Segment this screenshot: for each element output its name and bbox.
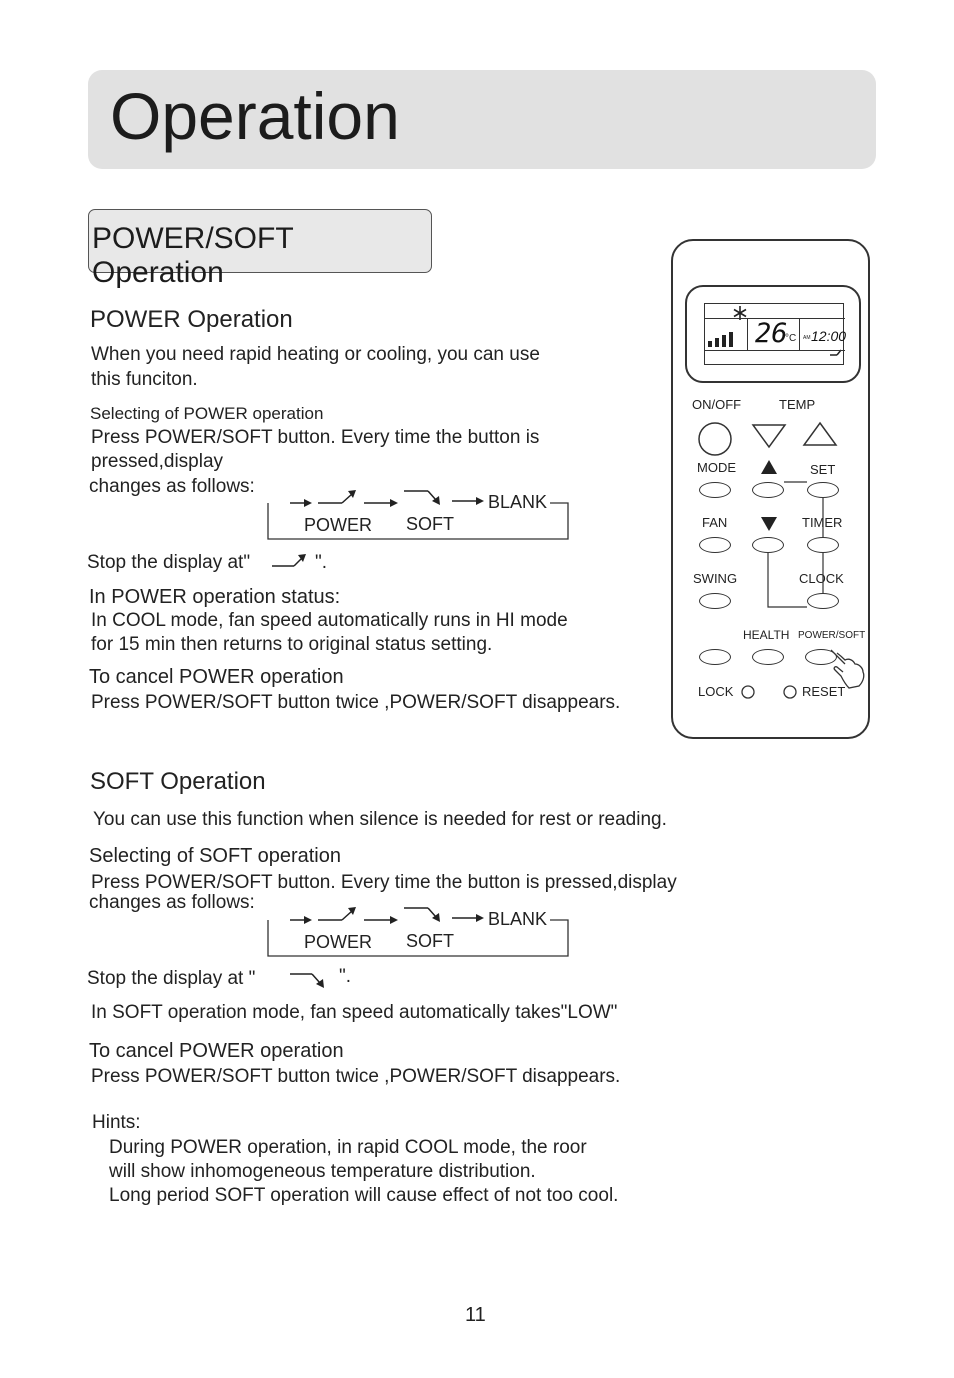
soft-cycle-diagram xyxy=(268,906,568,952)
power-cycle-diagram xyxy=(268,489,568,535)
diagram-blank-label: BLANK xyxy=(488,909,548,929)
soft-mode-text: In SOFT operation mode, fan speed automatically takes"LOW" xyxy=(91,1002,618,1023)
lcd-unit: °C xyxy=(785,333,797,344)
power-press-1: Press POWER/SOFT button. Every time the button is xyxy=(91,427,540,448)
lcd-clock: 12:00 xyxy=(811,328,847,344)
power-intro-2: this funciton. xyxy=(91,369,198,390)
section-title: POWER/SOFT Operation xyxy=(92,222,294,289)
page-title: Operation xyxy=(110,79,400,153)
soft-heading: SOFT Operation xyxy=(90,768,266,795)
soft-intro: You can use this function when silence is needed for rest or reading. xyxy=(93,809,667,830)
power-stop-prefix: Stop the display at" xyxy=(87,552,251,573)
lock-button[interactable] xyxy=(740,684,756,700)
remote-label-swing: SWING xyxy=(693,571,738,586)
lcd-am: AM xyxy=(803,335,811,341)
soft-press-2: changes as follows: xyxy=(89,892,255,913)
diagram-soft-label: SOFT xyxy=(406,931,454,951)
remote-label-timer: TIMER xyxy=(802,515,843,530)
unlabeled-button[interactable] xyxy=(699,649,731,665)
power-cancel-text: Press POWER/SOFT button twice ,POWER/SOFT disappears. xyxy=(91,692,621,713)
power-status-1: In COOL mode, fan speed automatically runs in HI mode xyxy=(91,610,568,631)
diagram-power-label: POWER xyxy=(304,932,373,952)
soft-stop-prefix: Stop the display at " xyxy=(87,968,256,989)
power-selecting-label: Selecting of POWER operation xyxy=(90,404,324,423)
hints-line-3: Long period SOFT operation will cause effect of not too cool. xyxy=(109,1185,619,1206)
power-intro-1: When you need rapid heating or cooling, you can use xyxy=(91,344,540,365)
remote-label-temp: TEMP xyxy=(779,397,816,412)
remote-control xyxy=(671,239,870,739)
remote-label-clock: CLOCK xyxy=(799,571,844,586)
remote-label-mode: MODE xyxy=(697,460,736,475)
power-press-2: pressed,display xyxy=(91,451,224,472)
diagram-power-label: POWER xyxy=(304,515,373,535)
page-number: 11 xyxy=(465,1304,486,1326)
power-cancel-heading: To cancel POWER operation xyxy=(89,666,344,688)
power-press-3: changes as follows: xyxy=(89,476,255,497)
header-banner xyxy=(88,70,876,169)
power-status-2: for 15 min then returns to original status setting. xyxy=(91,634,493,655)
remote-label-power-soft: POWER/SOFT xyxy=(798,630,866,641)
remote-label-on-off: ON/OFF xyxy=(692,397,742,412)
reset-button[interactable] xyxy=(782,684,798,700)
soft-selecting-heading: Selecting of SOFT operation xyxy=(89,845,341,867)
soft-symbol-icon xyxy=(288,968,328,990)
hints-line-1: During POWER operation, in rapid COOL mode, the roor xyxy=(109,1137,587,1158)
diagram-blank-label: BLANK xyxy=(488,492,548,512)
power-stop-suffix: ". xyxy=(315,552,328,573)
diagram-soft-label: SOFT xyxy=(406,514,454,534)
health-button[interactable] xyxy=(752,649,784,665)
soft-stop-suffix: ". xyxy=(339,966,352,987)
hints-heading: Hints: xyxy=(92,1112,141,1133)
power-status-heading: In POWER operation status: xyxy=(89,586,341,608)
remote-label-fan: FAN xyxy=(702,515,728,530)
remote-label-health: HEALTH xyxy=(743,628,790,642)
button-connector-lines xyxy=(673,241,872,621)
soft-cancel-heading: To cancel POWER operation xyxy=(89,1040,344,1062)
hints-line-2: will show inhomogeneous temperature distribution. xyxy=(109,1161,536,1182)
power-symbol-icon xyxy=(270,552,310,570)
remote-label-set: SET xyxy=(810,462,836,477)
remote-label-reset: RESET xyxy=(802,684,846,699)
power-heading: POWER Operation xyxy=(90,306,293,333)
soft-press-1: Press POWER/SOFT button. Every time the button is pressed,display xyxy=(91,872,677,893)
soft-cancel-text: Press POWER/SOFT button twice ,POWER/SOFT disappears. xyxy=(91,1066,621,1087)
section-title-box xyxy=(88,209,432,289)
lcd-temperature: 26 xyxy=(755,318,788,349)
remote-label-lock: LOCK xyxy=(698,684,734,699)
